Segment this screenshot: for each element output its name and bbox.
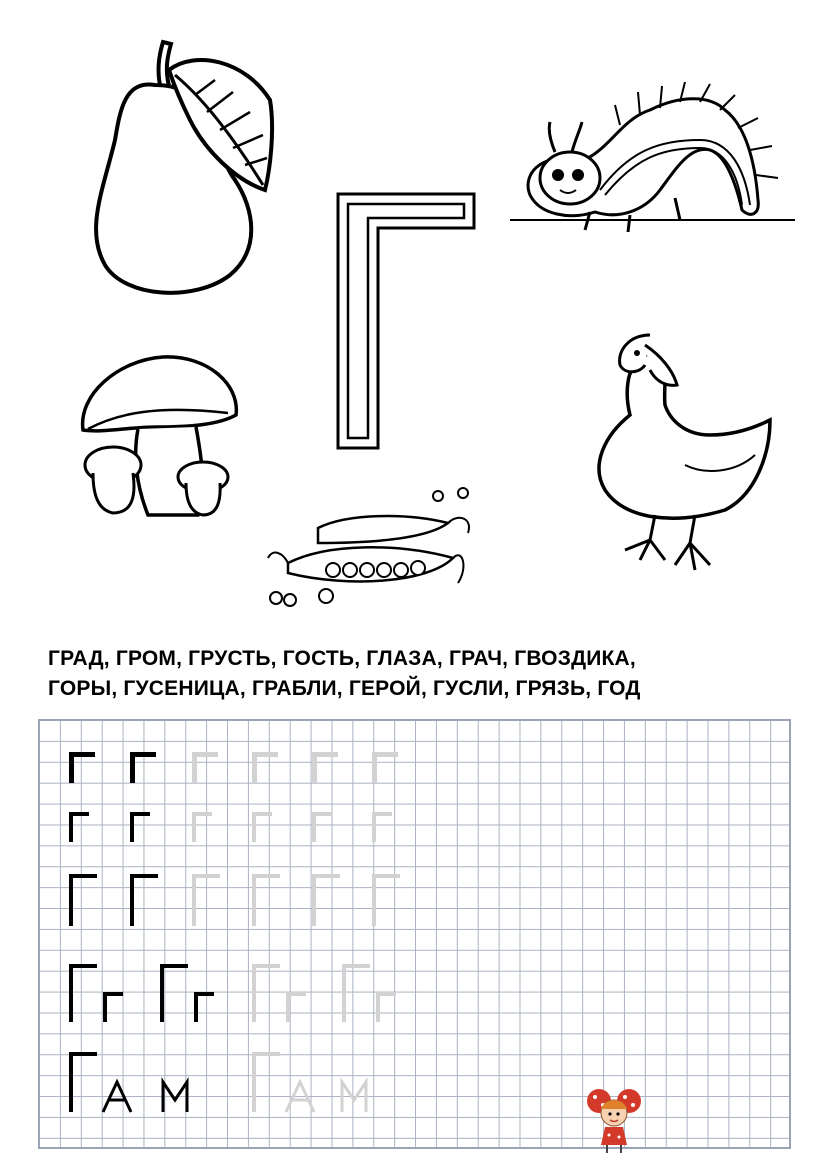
word-list [48,644,808,704]
peas-icon [258,488,483,613]
row3-letter-trace [190,872,222,928]
row3-letter-trace [250,872,282,928]
row4-pair-trace [250,962,310,1024]
row3-letter-trace [310,872,342,928]
row2-letter-trace [190,810,214,844]
row1-letter-solid [128,750,158,785]
row1-letter-trace [250,750,280,785]
row1-letter-trace [190,750,220,785]
row4-pair-trace [340,962,400,1024]
row4-pair-solid [67,962,127,1024]
caterpillar-icon [510,80,800,250]
girl-mascot-icon [585,1085,645,1155]
row3-letter-solid [128,872,160,928]
row2-letter-solid [128,810,152,844]
row3-letter-solid [67,872,99,928]
row2-letter-trace [250,810,274,844]
goose-icon [585,325,780,580]
word-list-line: ГОРЫ, ГУСЕНИЦА, ГРАБЛИ, ГЕРОЙ, ГУСЛИ, ГРЯЗЬ, ГОД [48,677,641,700]
big-letter-outline [334,190,479,452]
row3-letter-trace [370,872,402,928]
row5-word-trace [250,1050,380,1114]
word-list-line: ГРАД, ГРОМ, ГРУСТЬ, ГОСТЬ, ГЛАЗА, ГРАЧ, ГВОЗДИКА, [48,647,636,670]
row2-letter-solid [67,810,91,844]
row4-pair-solid [158,962,218,1024]
pear-icon [85,40,285,300]
row2-letter-trace [370,810,394,844]
row1-letter-trace [310,750,340,785]
row2-letter-trace [310,810,334,844]
mushroom-icon [78,355,243,525]
row1-letter-solid [67,750,97,785]
row1-letter-trace [370,750,400,785]
row5-word-solid [67,1050,197,1114]
